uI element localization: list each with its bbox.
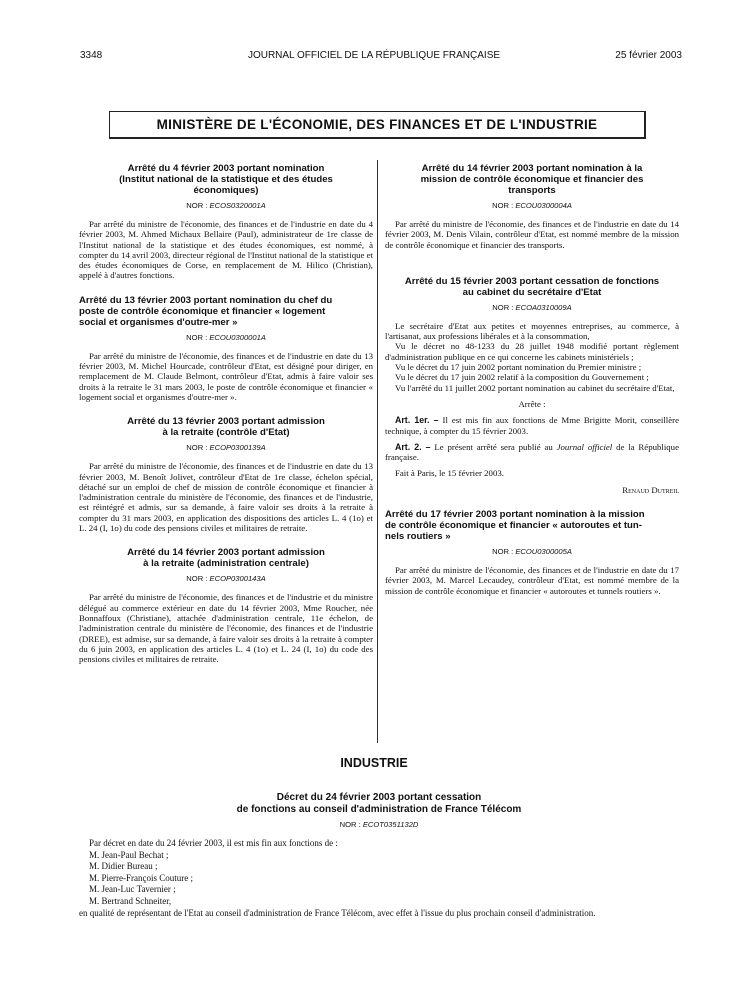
signature: Renaud Dutreil [622, 484, 679, 495]
article [79, 547, 373, 664]
list-item: M. Didier Bureau ; [89, 861, 158, 872]
article-body: Par arrêté du ministre de l'économie, des finances et de l'industrie en date du 13 février 2003, M. Michel Hourcade, contrôleur d'Etat, est désigné pour diriger, en remplacement de M. Claude Belmont, contrôleur d'Etat, admis à faire valoir ses droits à la retraite le 31 mars 2003, le poste de contrôle économique et financier « logement social et organismes d'outre-mer ». [79, 350, 373, 402]
article [385, 276, 679, 495]
nor-reference: NOR : ECOU0300005A [492, 547, 572, 557]
article-title [79, 163, 373, 196]
title-line: Arrêté du 13 février 2003 portant admission [127, 416, 325, 428]
article [385, 163, 679, 250]
column-divider [377, 160, 378, 743]
article-2: Art. 2. – Le présent arrêté sera publié au Journal officiel de la République française. [385, 441, 679, 463]
title-line: Arrêté du 13 février 2003 portant nomination du chef du [79, 294, 333, 306]
section-heading: INDUSTRIE [340, 756, 408, 770]
decree [79, 792, 679, 919]
article-body: Par arrêté du ministre de l'économie, des finances et de l'industrie et du ministre délégué au commerce extérieur en date du 14 février 2003, Mme Roucher, née Bonnaffoux (Christiane), attachée d'administration centrale, 11e échelon, de l'administration centrale du ministère de l'économie, des finances et de l'industrie (DREE), est admise, sur sa demande, à faire valoir ses droits à la retraite à compter du 6 juin 2003, en application des articles L. 4 (1o) et L. 24 (I, 1o) du code des pensions civiles et militaires de retraite. [79, 592, 373, 665]
journal-title: JOURNAL OFFICIEL DE LA RÉPUBLIQUE FRANÇAISE [247, 50, 501, 61]
article [79, 163, 373, 281]
arrete-heading: Arrête : [518, 398, 546, 409]
article [385, 509, 679, 596]
article-title [385, 276, 679, 298]
title-line: à la retraite (administration centrale) [143, 558, 309, 570]
title-line: économiques) [193, 185, 259, 196]
publication-date: 25 février 2003 [615, 50, 682, 61]
nor-reference: NOR : ECOS0320001A [186, 201, 266, 210]
article-body: Par arrêté du ministre de l'économie, des finances et de l'industrie en date du 4 février 2003, M. Ahmed Michaux Bellaire (Paul), administrateur de 1re classe de l'Institut national de la statistique et des études économiques, est nommé, à compter du 14 avril 2003, directeur régional de l'Institut national de la statistique et des études économiques de Corse, en remplacement de M. Hilico (Christian), appelé à d'autres fonctions. [79, 219, 373, 281]
article-body: Vu le décret no 48-1233 du 28 juillet 1948 modifié portant règlement d'administration publique en ce qui concerne les cabinets ministériels ; [385, 341, 679, 362]
article-body: Vu le décret du 17 juin 2002 portant nomination du Premier ministre ; [395, 362, 642, 373]
article-body: Par arrêté du ministre de l'économie, des finances et de l'industrie en date du 13 février 2003, M. Benoît Jolivet, contrôleur d'Etat de 1re classe, échelon spécial, détaché sur un emploi de chef de mission de contrôle économique et financier à l'administration centrale du ministère de l'économie, des finances et de l'industrie, est réintégré et admis, sur sa demande, à faire valoir ses droits à la retraite à compter du 31 mars 2003, en application des dispositions des articles L. 4 (1o) et L. 24 (I, 1o) du code des pensions civiles et militaires de retraite. [79, 461, 373, 534]
title-line: nels routiers » [385, 531, 451, 543]
right-column [385, 163, 679, 610]
list-item: M. Pierre-François Couture ; [89, 872, 193, 883]
title-line: mission de contrôle économique et financier des [420, 174, 644, 185]
title-line: de contrôle économique et financier « autoroutes et tun- [385, 520, 642, 532]
nor-reference: NOR : ECOT0351132D [339, 820, 419, 829]
names-list [79, 850, 679, 908]
title-line: social et organismes d'outre-mer » [79, 316, 238, 328]
list-item: M. Jean-Luc Tavernier ; [89, 884, 176, 895]
done-at: Fait à Paris, le 15 février 2003. [395, 468, 504, 479]
article-1: Art. 1er. – Il est mis fin aux fonctions de Mme Brigitte Morit, conseillère technique, à compter du 15 février 2003. [385, 415, 679, 436]
title-line: poste de contrôle économique et financier « logement [79, 305, 326, 317]
decree-intro: Par décret en date du 24 février 2003, il est mis fin aux fonctions de : [89, 838, 338, 848]
title-line: Arrêté du 4 février 2003 portant nomination [127, 163, 325, 174]
decree-closing: en qualité de représentant de l'Etat au conseil d'administration de France Télécom, avec effet à l'issue du plus prochain conseil d'administration. [79, 907, 596, 918]
article-body: Le secrétaire d'Etat aux petites et moyennes entreprises, au commerce, à l'artisanat, aux professions libérales et à la consommation, [385, 320, 679, 342]
nor-reference: NOR : ECOU0300001A [186, 332, 266, 342]
article [79, 416, 373, 533]
title-line: à la retraite (contrôle d'Etat) [162, 427, 290, 439]
article-body: Vu le décret du 17 juin 2002 relatif à la composition du Gouvernement ; [395, 372, 649, 383]
title-line: de fonctions au conseil d'administration de France Télécom [236, 803, 522, 815]
title-line: Arrêté du 14 février 2003 portant admission [127, 547, 325, 559]
nor-reference: NOR : ECOP0300143A [186, 574, 266, 584]
page-number: 3348 [80, 50, 103, 61]
list-item: M. Bertrand Schneiter, [89, 895, 172, 906]
article-body: Vu l'arrêté du 11 juillet 2002 portant nomination au cabinet du secrétaire d'Etat, [395, 382, 675, 393]
title-line: Décret du 24 février 2003 portant cessation [276, 792, 482, 803]
article-title [79, 547, 373, 569]
left-column [79, 163, 373, 678]
title-line: (Institut national de la statistique et des études [119, 174, 333, 185]
title-line: au cabinet du secrétaire d'Etat [462, 286, 602, 298]
nor-reference: NOR : ECOU0300004A [492, 201, 572, 210]
nor-reference: NOR : ECOP0300139A [186, 443, 266, 453]
nor-reference: NOR : ECOA0310009A [492, 302, 572, 312]
article-title [79, 416, 373, 438]
list-item: M. Jean-Paul Bechat ; [89, 849, 169, 860]
title-line: Arrêté du 15 février 2003 portant cessation de fonctions [404, 275, 660, 287]
article [79, 295, 373, 402]
decree-title [79, 792, 679, 815]
article-body: Par arrêté du ministre de l'économie, des finances et de l'industrie en date du 17 février 2003, M. Marcel Lecaudey, contrôleur d'Etat, est nommé membre de la mission de contrôle économique et financier « autoroutes et tunnels routiers ». [385, 565, 679, 596]
title-line: transports [508, 185, 556, 196]
title-line: Arrêté du 17 février 2003 portant nomination à la mission [385, 509, 645, 521]
article-title [79, 295, 373, 328]
ministry-banner: MINISTÈRE DE L'ÉCONOMIE, DES FINANCES ET DE L'INDUSTRIE [109, 111, 646, 139]
article-title [385, 163, 679, 196]
article-title [385, 509, 679, 542]
title-line: Arrêté du 14 février 2003 portant nomination à la [421, 163, 643, 174]
article-body: Par arrêté du ministre de l'économie, des finances et de l'industrie en date du 14 février 2003, M. Denis Vilain, contrôleur d'Etat, est nommé membre de la mission de contrôle économique et financier des transports. [385, 219, 679, 250]
